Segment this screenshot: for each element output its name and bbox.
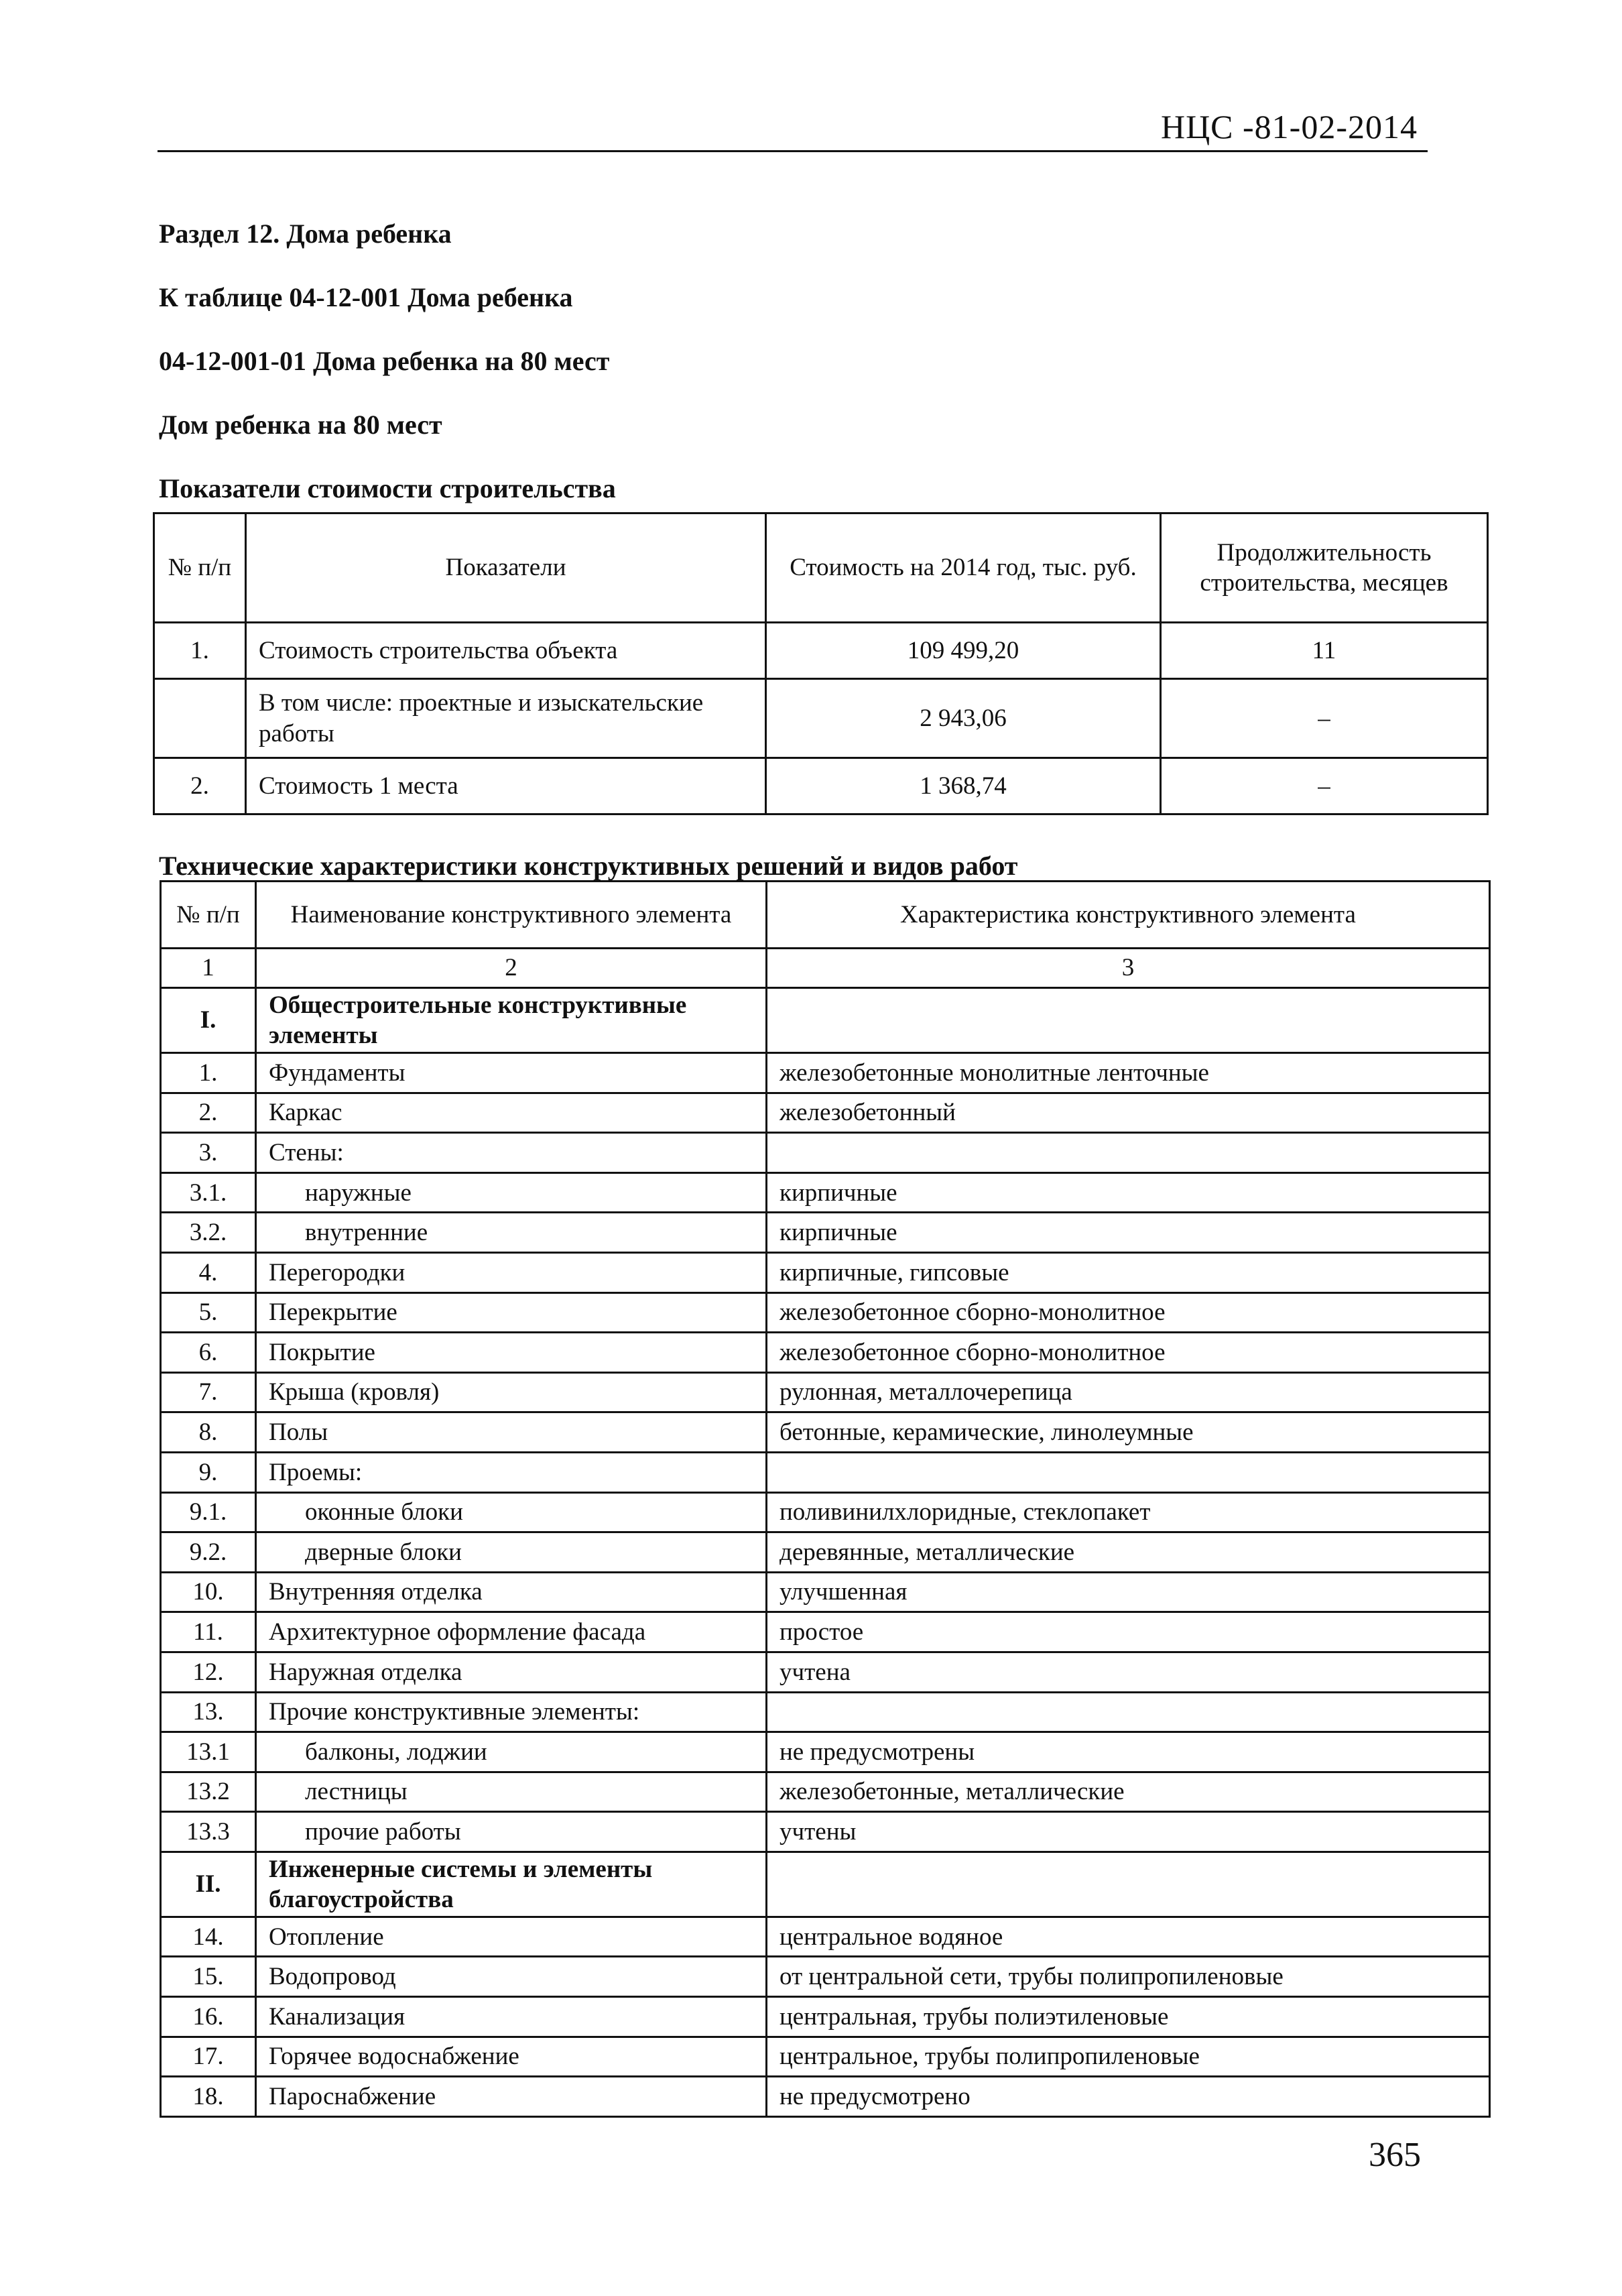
table-row: [161, 1172, 1490, 1213]
table-row: [161, 1572, 1490, 1612]
element-name: Архитектурное оформление фасада: [256, 1612, 767, 1652]
table-row: [161, 1772, 1490, 1812]
row-number: 1.: [154, 623, 246, 679]
element-characteristic: [767, 1452, 1490, 1492]
element-name: внутренние: [256, 1213, 767, 1253]
element-characteristic: кирпичные: [767, 1213, 1490, 1253]
element-characteristic: деревянные, металлические: [767, 1532, 1490, 1573]
element-name: Фундаменты: [256, 1053, 767, 1093]
element-characteristic: железобетонные, металлические: [767, 1772, 1490, 1812]
element-characteristic: поливинилхлоридные, стеклопакет: [767, 1492, 1490, 1532]
element-name: Каркас: [256, 1093, 767, 1133]
row-number: 13.2: [161, 1772, 256, 1812]
column-header-number: № п/п: [161, 882, 256, 949]
table-row: [161, 1492, 1490, 1532]
table-row: [161, 2037, 1490, 2077]
element-name: дверные блоки: [256, 1532, 767, 1573]
element-characteristic: [767, 1852, 1490, 1917]
element-name: Полы: [256, 1412, 767, 1453]
element-name: наружные: [256, 1172, 767, 1213]
item-code-heading: 04-12-001-01 Дома ребенка на 80 мест: [159, 346, 610, 376]
table-reference-heading: К таблице 04-12-001 Дома ребенка: [159, 282, 573, 312]
section-row: [161, 988, 1490, 1053]
column-header-cost: Стоимость на 2014 год, тыс. руб.: [766, 513, 1161, 623]
cost-table-row: [154, 623, 1488, 679]
element-name: оконные блоки: [256, 1492, 767, 1532]
table-row: [161, 1252, 1490, 1292]
row-number: 7.: [161, 1372, 256, 1412]
table-row: [161, 1812, 1490, 1852]
element-name: Канализация: [256, 1997, 767, 2037]
tech-table-header-row: [161, 882, 1490, 949]
row-number: 6.: [161, 1333, 256, 1373]
duration-value: 11: [1161, 623, 1488, 679]
element-name: Крыша (кровля): [256, 1372, 767, 1412]
element-characteristic: [767, 1692, 1490, 1732]
element-name: Покрытие: [256, 1333, 767, 1373]
element-name: Наружная отделка: [256, 1652, 767, 1692]
column-header-element-name: Наименование конструктивного элемента: [256, 882, 767, 949]
element-name: Проемы:: [256, 1452, 767, 1492]
row-number: 16.: [161, 1997, 256, 2037]
element-characteristic: [767, 1133, 1490, 1173]
row-number: 13.1: [161, 1732, 256, 1772]
technical-characteristics-table: [160, 880, 1491, 2118]
cost-table-row: [154, 758, 1488, 814]
table-row: [161, 1053, 1490, 1093]
column-header-number: № п/п: [154, 513, 246, 623]
column-number-row: [161, 949, 1490, 988]
element-characteristic: рулонная, металлочерепица: [767, 1372, 1490, 1412]
cost-table-header-row: [154, 513, 1488, 623]
table-row: [161, 1917, 1490, 1957]
table-row: [161, 1997, 1490, 2037]
row-number: 12.: [161, 1652, 256, 1692]
row-number: 8.: [161, 1412, 256, 1453]
cost-value: 2 943,06: [766, 679, 1161, 758]
section-row: [161, 1852, 1490, 1917]
table-row: [161, 1333, 1490, 1373]
row-number: 2.: [154, 758, 246, 814]
row-number: 14.: [161, 1917, 256, 1957]
element-name: балконы, лоджии: [256, 1732, 767, 1772]
cost-indicators-table: [153, 512, 1489, 815]
document-code: НЦС -81-02-2014: [1160, 108, 1418, 145]
element-name: Водопровод: [256, 1957, 767, 1997]
row-number: 13.3: [161, 1812, 256, 1852]
element-characteristic: железобетонный: [767, 1093, 1490, 1133]
element-name: Перегородки: [256, 1252, 767, 1292]
element-characteristic: кирпичные, гипсовые: [767, 1252, 1490, 1292]
element-name: Стены:: [256, 1133, 767, 1173]
element-characteristic: центральная, трубы полиэтиленовые: [767, 1997, 1490, 2037]
table-row: [161, 1412, 1490, 1453]
cost-value: 1 368,74: [766, 758, 1161, 814]
column-header-characteristic: Характеристика конструктивного элемента: [767, 882, 1490, 949]
indicator-name: В том числе: проектные и изыскательские работы: [246, 679, 766, 758]
column-number: 2: [256, 949, 767, 988]
row-number: 11.: [161, 1612, 256, 1652]
row-number: [154, 679, 246, 758]
element-characteristic: [767, 988, 1490, 1053]
row-number: 13.: [161, 1692, 256, 1732]
row-number: 10.: [161, 1572, 256, 1612]
element-characteristic: кирпичные: [767, 1172, 1490, 1213]
element-characteristic: железобетонное сборно-монолитное: [767, 1292, 1490, 1333]
row-number: 3.2.: [161, 1213, 256, 1253]
element-name: Инженерные системы и элементы благоустройства: [256, 1852, 767, 1917]
element-name: прочие работы: [256, 1812, 767, 1852]
table-row: [161, 1692, 1490, 1732]
row-number: 4.: [161, 1252, 256, 1292]
table-row: [161, 1732, 1490, 1772]
table-row: [161, 1372, 1490, 1412]
element-name: Отопление: [256, 1917, 767, 1957]
table-row: [161, 1133, 1490, 1173]
table-row: [161, 1452, 1490, 1492]
row-number: 18.: [161, 2077, 256, 2117]
row-number: 3.: [161, 1133, 256, 1173]
row-number: 2.: [161, 1093, 256, 1133]
element-characteristic: простое: [767, 1612, 1490, 1652]
element-name: Горячее водоснабжение: [256, 2037, 767, 2077]
row-number: 17.: [161, 2037, 256, 2077]
indicator-name: Стоимость строительства объекта: [246, 623, 766, 679]
row-number: 15.: [161, 1957, 256, 1997]
column-number: 3: [767, 949, 1490, 988]
row-number: II.: [161, 1852, 256, 1917]
page-number: 365: [1369, 2136, 1421, 2174]
row-number: 5.: [161, 1292, 256, 1333]
row-number: 9.1.: [161, 1492, 256, 1532]
costs-table-title: Показатели стоимости строительства: [159, 473, 616, 503]
element-name: лестницы: [256, 1772, 767, 1812]
column-number: 1: [161, 949, 256, 988]
element-name: Общестроительные конструктивные элементы: [256, 988, 767, 1053]
header-rule: [158, 150, 1428, 152]
indicator-name: Стоимость 1 места: [246, 758, 766, 814]
element-name: Перекрытие: [256, 1292, 767, 1333]
column-header-indicator: Показатели: [246, 513, 766, 623]
row-number: 9.2.: [161, 1532, 256, 1573]
element-characteristic: учтены: [767, 1812, 1490, 1852]
object-name-heading: Дом ребенка на 80 мест: [159, 410, 442, 440]
element-characteristic: от центральной сети, трубы полипропиленовые: [767, 1957, 1490, 1997]
element-characteristic: железобетонное сборно-монолитное: [767, 1333, 1490, 1373]
element-characteristic: центральное, трубы полипропиленовые: [767, 2037, 1490, 2077]
element-characteristic: не предусмотрено: [767, 2077, 1490, 2117]
table-row: [161, 1292, 1490, 1333]
table-row: [161, 1652, 1490, 1692]
element-characteristic: бетонные, керамические, линолеумные: [767, 1412, 1490, 1453]
duration-value: –: [1161, 758, 1488, 814]
tech-table-title: Технические характеристики конструктивных решений и видов работ: [159, 851, 1018, 881]
table-row: [161, 1093, 1490, 1133]
cost-value: 109 499,20: [766, 623, 1161, 679]
element-characteristic: железобетонные монолитные ленточные: [767, 1053, 1490, 1093]
row-number: 3.1.: [161, 1172, 256, 1213]
row-number: I.: [161, 988, 256, 1053]
table-row: [161, 1532, 1490, 1573]
row-number: 9.: [161, 1452, 256, 1492]
element-name: Пароснабжение: [256, 2077, 767, 2117]
table-row: [161, 1213, 1490, 1253]
section-heading: Раздел 12. Дома ребенка: [159, 219, 452, 249]
table-row: [161, 1612, 1490, 1652]
element-characteristic: не предусмотрены: [767, 1732, 1490, 1772]
row-number: 1.: [161, 1053, 256, 1093]
element-characteristic: учтена: [767, 1652, 1490, 1692]
column-header-duration: Продолжительность строительства, месяцев: [1161, 513, 1488, 623]
cost-table-row: [154, 679, 1488, 758]
element-name: Внутренняя отделка: [256, 1572, 767, 1612]
table-row: [161, 2077, 1490, 2117]
duration-value: –: [1161, 679, 1488, 758]
element-characteristic: улучшенная: [767, 1572, 1490, 1612]
element-name: Прочие конструктивные элементы:: [256, 1692, 767, 1732]
element-characteristic: центральное водяное: [767, 1917, 1490, 1957]
table-row: [161, 1957, 1490, 1997]
